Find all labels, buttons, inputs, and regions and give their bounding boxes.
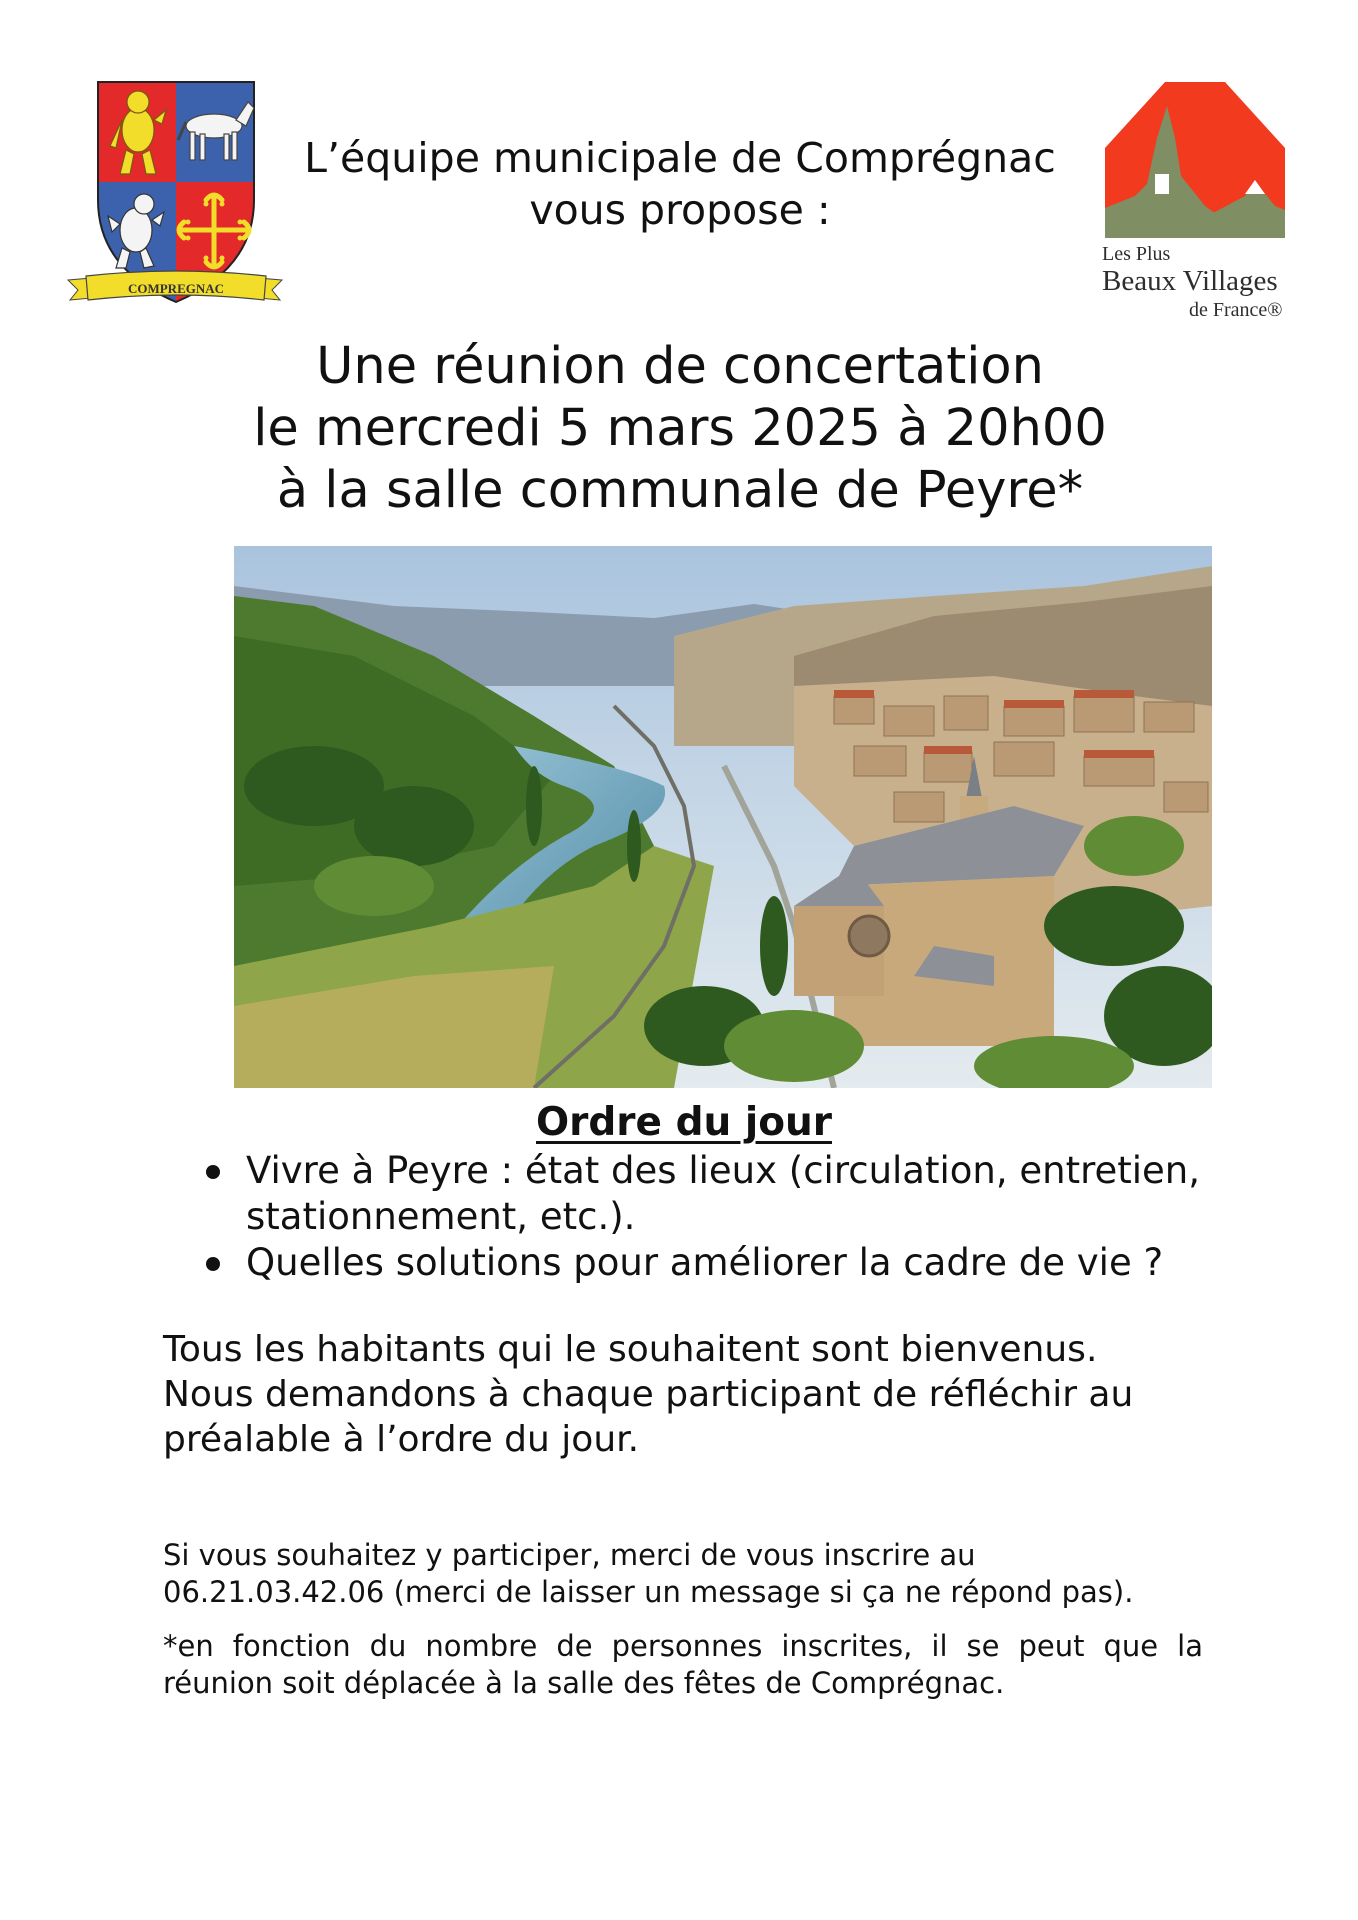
registration-line: 06.21.03.42.06 (merci de laisser un message si ça ne répond pas). bbox=[163, 1575, 1134, 1609]
banner-text: COMPREGNAC bbox=[127, 281, 225, 296]
welcome-paragraph bbox=[163, 1327, 1243, 1462]
intro-text bbox=[290, 132, 1070, 236]
agenda-title: Ordre du jour bbox=[536, 1100, 832, 1145]
agenda-item-text: Quelles solutions pour améliorer la cadre de vie ? bbox=[246, 1241, 1164, 1284]
meeting-headline bbox=[180, 336, 1180, 522]
welcome-line: Nous demandons à chaque participant de réfléchir au bbox=[163, 1374, 1134, 1415]
bullet-icon bbox=[206, 1165, 220, 1179]
welcome-line: Tous les habitants qui le souhaitent sont bienvenus. bbox=[163, 1329, 1098, 1370]
bullet-icon bbox=[206, 1257, 220, 1271]
agenda-item-text: Vivre à Peyre : état des lieux (circulation, entretien, stationnement, etc.). bbox=[246, 1149, 1201, 1238]
name-banner bbox=[68, 271, 282, 300]
agenda-item bbox=[200, 1148, 1220, 1240]
village-landscape-photo bbox=[234, 546, 1212, 1088]
agenda-list bbox=[200, 1148, 1220, 1286]
venue-footnote: *en fonction du nombre de personnes inscrites, il se peut que la réunion soit déplacée à la salle des fêtes de Comprégnac. bbox=[163, 1629, 1203, 1700]
agenda-item bbox=[200, 1240, 1220, 1286]
registration-line: Si vous souhaitez y participer, merci de vous inscrire au bbox=[163, 1538, 976, 1572]
headline-line: à la salle communale de Peyre* bbox=[276, 461, 1084, 520]
headline-line: Une réunion de concertation bbox=[316, 337, 1044, 396]
welcome-line: préalable à l’ordre du jour. bbox=[163, 1419, 640, 1460]
logo-line-1: Les Plus bbox=[1102, 243, 1171, 265]
compregnac-coat-of-arms bbox=[66, 80, 284, 310]
logo-line-2: Beaux Villages bbox=[1102, 265, 1278, 297]
headline-line: le mercredi 5 mars 2025 à 20h00 bbox=[253, 399, 1107, 458]
intro-line: vous propose : bbox=[529, 186, 831, 234]
registration-info bbox=[163, 1537, 1213, 1611]
logo-line-3: de France® bbox=[1189, 299, 1283, 321]
intro-line: L’équipe municipale de Comprégnac bbox=[304, 134, 1056, 182]
